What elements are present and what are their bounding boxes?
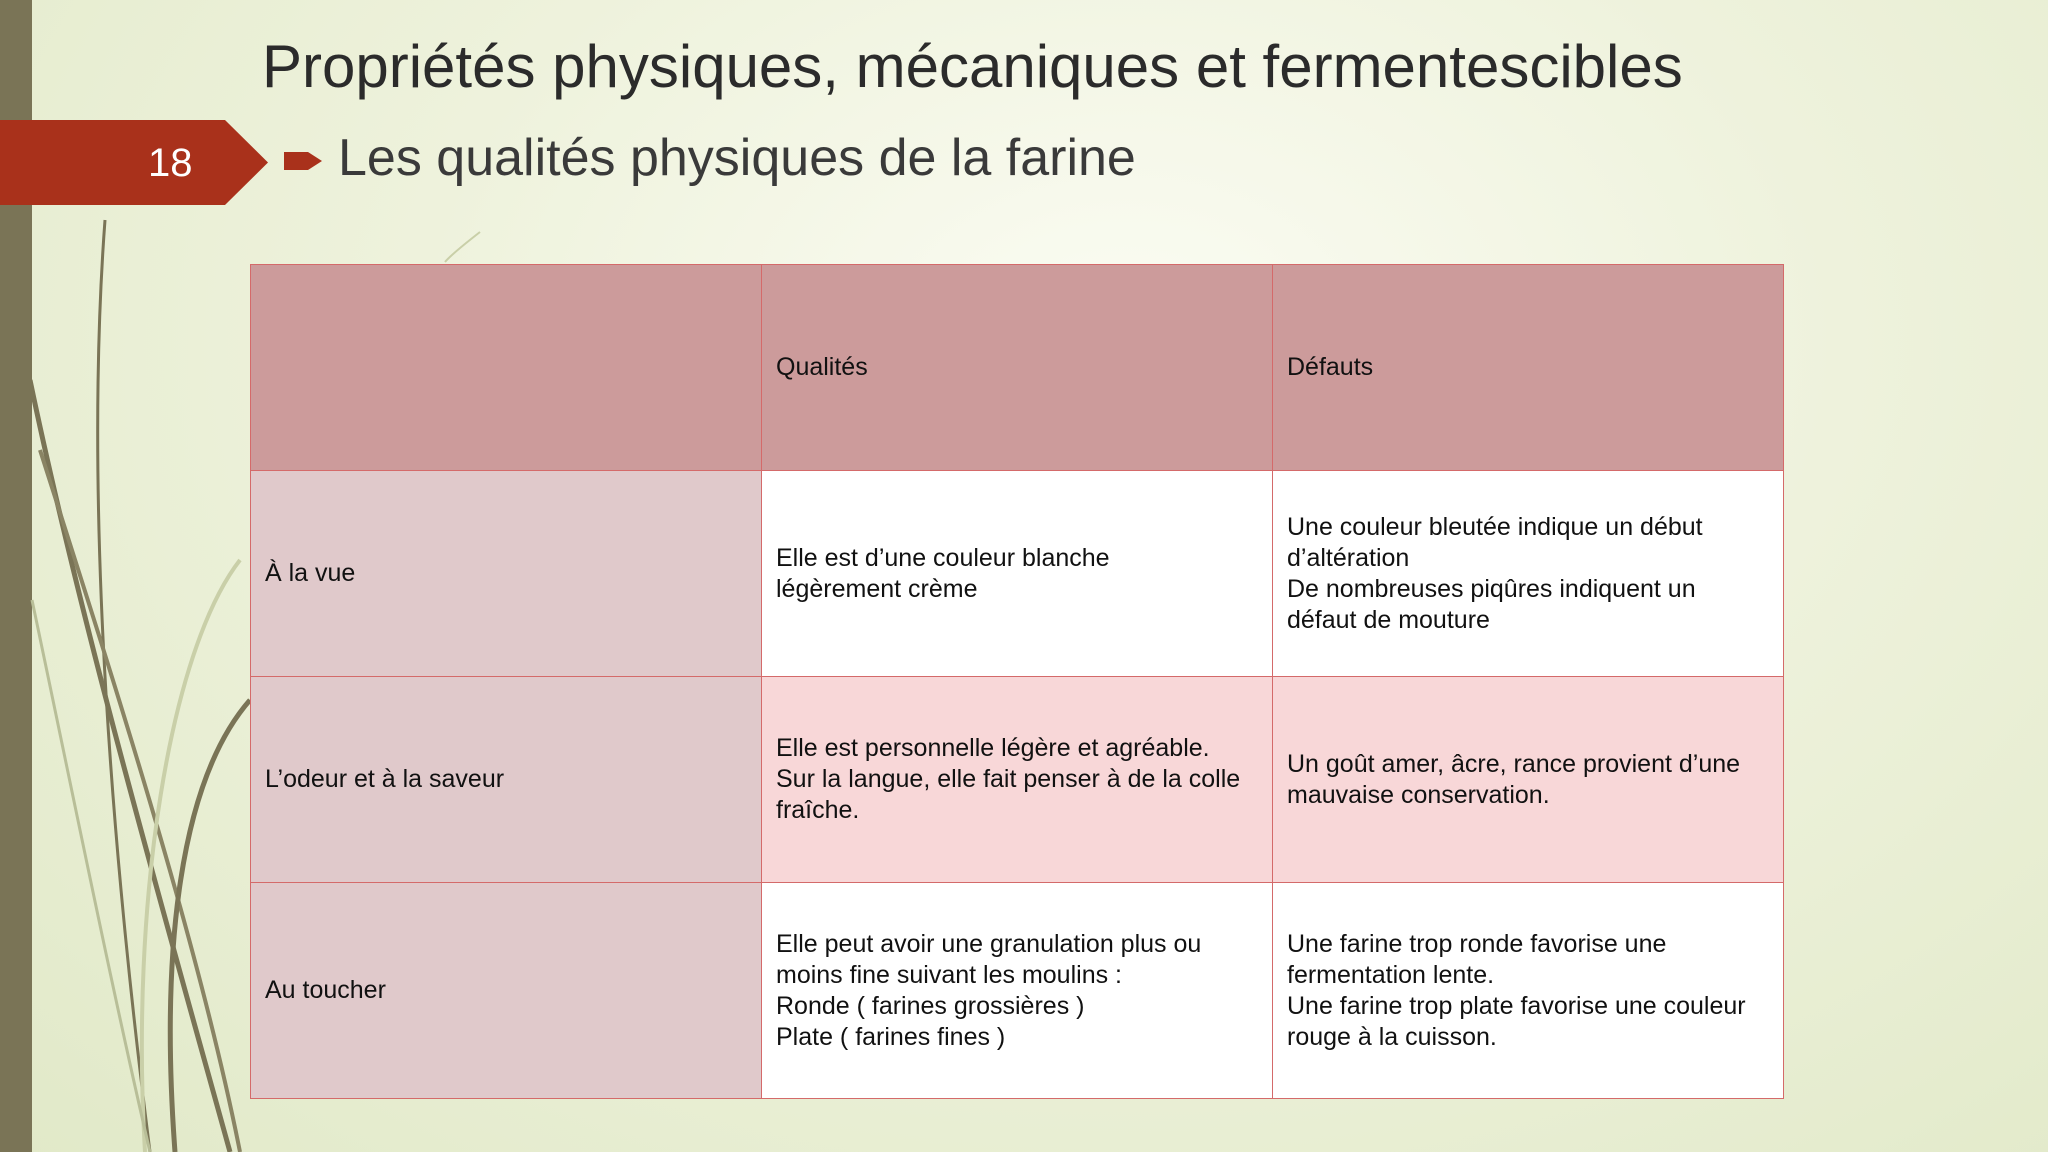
slide-number-badge — [0, 120, 268, 205]
cell-line: d’altération — [1287, 543, 1410, 572]
qualites-cell — [762, 677, 1273, 883]
defauts-cell — [1273, 883, 1784, 1099]
table-header-row — [251, 265, 1784, 471]
defauts-cell — [1273, 677, 1784, 883]
slide-title: Propriétés physiques, mécaniques et fermentescibles — [262, 33, 1683, 100]
cell-line: rouge à la cuisson. — [1287, 1022, 1497, 1051]
cell-line: défaut de mouture — [1287, 605, 1490, 634]
qualites-cell — [762, 883, 1273, 1099]
row-label: À la vue — [251, 471, 762, 677]
cell-line: Une couleur bleutée indique un début — [1287, 512, 1703, 541]
cell-line: fraîche. — [776, 796, 860, 824]
cell-line: moins fine suivant les moulins : — [776, 960, 1122, 989]
defauts-cell — [1273, 471, 1784, 677]
cell-line: Elle est d’une couleur blanche — [776, 543, 1110, 572]
cell-line: Une farine trop plate favorise une couleur — [1287, 991, 1746, 1020]
cell-line: Elle peut avoir une granulation plus ou — [776, 929, 1202, 958]
cell-line: Sur la langue, elle fait penser à de la colle — [776, 765, 1241, 793]
cell-line: Plate ( farines fines ) — [776, 1022, 1006, 1051]
row-label: Au toucher — [251, 883, 762, 1099]
cell-line: mauvaise conservation. — [1287, 780, 1550, 809]
table-row — [251, 471, 1784, 677]
table-row — [251, 883, 1784, 1099]
row-label: L’odeur et à la saveur — [251, 677, 762, 883]
qualities-table — [250, 264, 1784, 1099]
slide-number: 18 — [148, 141, 193, 185]
slide-subtitle: Les qualités physiques de la farine — [338, 129, 1136, 187]
cell-line: Un goût amer, âcre, rance provient d’une — [1287, 749, 1741, 778]
qualites-cell — [762, 471, 1273, 677]
header-empty — [251, 265, 762, 471]
header-qualites: Qualités — [762, 265, 1273, 471]
cell-line: légèrement crème — [776, 574, 978, 603]
cell-line: Une farine trop ronde favorise une — [1287, 929, 1667, 958]
cell-line: Elle est personnelle légère et agréable. — [776, 734, 1210, 762]
arrow-bullet-icon — [284, 150, 324, 172]
table-row — [251, 677, 1784, 883]
header-defauts: Défauts — [1273, 265, 1784, 471]
cell-line: De nombreuses piqûres indiquent un — [1287, 574, 1696, 603]
cell-line: fermentation lente. — [1287, 960, 1495, 989]
cell-line: Ronde ( farines grossières ) — [776, 991, 1085, 1020]
